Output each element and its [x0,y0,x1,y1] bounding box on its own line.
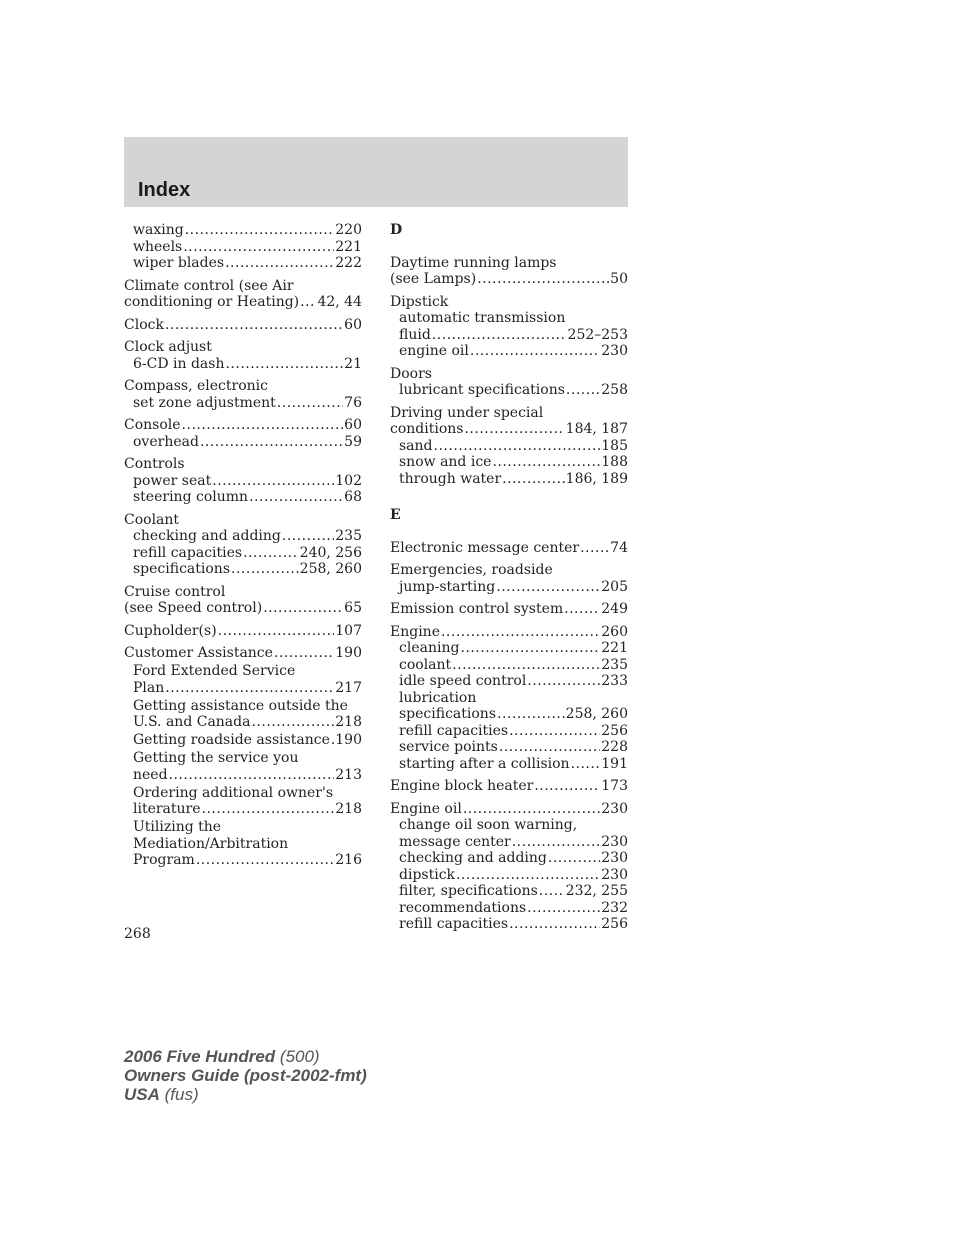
dot-leader [202,801,335,818]
index-entry-line [124,339,362,356]
entry-label: dipstick [399,866,456,883]
dot-leader [182,417,344,434]
entry-label: Getting the service you [133,750,299,766]
entry-label: snow and ice [399,454,492,470]
entry-page-number: 232, 255 [565,883,628,899]
index-entry [390,601,628,618]
index-subentry-line [390,900,628,917]
index-entry [390,405,628,488]
index-entry-line [390,540,628,557]
index-entry [124,584,362,617]
entry-page-number: 50 [610,271,628,287]
dot-leader [527,900,600,917]
entry-page-number: 249 [601,601,628,617]
entry-page-number: 59 [344,433,362,450]
index-entry [124,785,362,818]
index-entry-line [390,421,628,438]
index-entry-line [124,623,362,640]
dot-leader [464,421,564,438]
entry-page-number: 186, 189 [565,470,628,487]
entry-label: specifications [133,561,231,577]
index-subentry-line [124,255,362,272]
dot-leader [580,540,609,557]
index-entry [390,540,628,557]
index-subentry-line [124,528,362,545]
index-entry [124,623,362,640]
index-subentry-line [390,657,628,674]
entry-page-number: 107 [335,622,362,639]
entry-label: power seat [133,472,212,489]
entry-label: need [133,766,168,783]
footer-guide: Owners Guide (post-2002-fmt) [124,1066,367,1085]
index-subentry-line [124,222,362,239]
index-subentry-line [390,916,628,933]
entry-page-number: 240, 256 [299,544,362,561]
index-entry [390,624,628,773]
index-entry-line [390,294,628,311]
entry-page-number: 230 [601,800,628,817]
entry-label: Engine [390,623,440,640]
index-entry [390,801,628,933]
entry-page-number: 230 [601,343,628,359]
entry-label: conditioning or Heating) [124,294,300,310]
index-subentry-line [124,489,362,506]
section-letter: D [390,222,403,238]
document-footer [124,1047,367,1104]
entry-page-number: 220 [335,222,362,238]
entry-page-number: 76 [344,394,362,411]
index-column-left [124,222,362,870]
dot-leader [331,732,334,749]
dot-leader [452,657,600,674]
dot-leader [243,545,299,562]
index-entry [124,417,362,450]
dot-leader [509,723,600,740]
index-subentry-line [124,239,362,256]
dot-leader [263,600,343,617]
entry-label: Climate control (see Air [124,277,294,294]
section-letter: E [390,507,401,523]
entry-page-number: 188 [601,454,628,470]
index-entry-line [124,317,362,334]
index-subentry-line [390,706,628,723]
index-entry [124,456,362,506]
entry-label: through water [399,470,502,487]
index-subentry-line [124,680,362,697]
entry-page-number: 230 [601,833,628,850]
index-subentry-line [124,714,362,731]
index-subentry-line [390,867,628,884]
dot-leader [231,561,299,578]
index-subentry-line [124,434,362,451]
entry-label: checking and adding [133,528,281,544]
entry-page-number: 230 [601,866,628,883]
index-entry-line [124,278,362,295]
entry-label: Doors [390,365,432,382]
entry-page-number: 258, 260 [299,561,362,577]
index-subentry-line [390,690,628,707]
footer-line-2 [124,1066,367,1085]
entry-page-number: 233 [601,673,628,689]
entry-page-number: 60 [344,417,362,433]
entry-page-number: 65 [344,600,362,616]
entry-page-number: 184, 187 [565,421,628,437]
index-entry-line [390,778,628,795]
index-subentry-line [124,698,362,715]
entry-label: Program [133,852,195,868]
index-subentry-line [124,785,362,802]
index-entry-line [124,600,362,617]
dot-leader [502,471,565,488]
entry-label: overhead [133,433,199,450]
index-subentry-line [390,673,628,690]
entry-label: jump-starting [399,578,496,595]
index-subentry-line [390,817,628,834]
entry-page-number: 216 [335,852,362,868]
entry-label: Mediation/Arbitration [133,835,289,852]
entry-page-number: 221 [335,238,362,255]
dot-leader [200,434,343,451]
dot-leader [185,222,335,239]
entry-page-number: 173 [601,778,628,794]
footer-line-3 [124,1085,367,1104]
page-number: 268 [124,926,151,942]
dot-leader [300,294,316,311]
index-entry [390,294,628,360]
entry-page-number: 190 [335,645,362,661]
entry-page-number: 222 [335,255,362,271]
dot-leader [165,317,343,334]
dot-leader [527,673,600,690]
entry-label: Engine oil [390,800,462,817]
entry-page-number: 258 [601,382,628,398]
dot-leader [539,883,565,900]
entry-label: filter, specifications [399,883,538,899]
entry-page-number: 213 [335,766,362,783]
dot-leader [566,382,600,399]
entry-page-number: 252–253 [567,326,628,343]
entry-label: idle speed control [399,673,527,689]
index-entry [124,222,362,272]
entry-label: Cruise control [124,583,226,600]
dot-leader [470,343,600,360]
index-entry-line [390,366,628,383]
entry-page-number: 68 [344,489,362,505]
entry-label: refill capacities [133,544,243,561]
entry-label: engine oil [399,343,469,359]
footer-region-code: (fus) [164,1085,199,1104]
index-entry-line [390,255,628,272]
dot-leader [441,624,600,641]
entry-label: set zone adjustment [133,394,276,411]
dot-leader [564,601,600,618]
entry-label: Cupholder(s) [124,622,217,639]
dot-leader [165,680,334,697]
entry-page-number: 256 [601,916,628,932]
index-entry [390,562,628,595]
entry-label: Electronic message center [390,539,580,556]
index-subentry-line [390,834,628,851]
index-subentry-line [390,739,628,756]
index-entry-line [124,645,362,662]
index-entry [124,819,362,869]
index-subentry-line [124,356,362,373]
dot-leader [251,714,334,731]
entry-label: fluid [399,326,431,343]
entry-page-number: 102 [335,472,362,489]
index-subentry-line [124,561,362,578]
index-entry-line [124,512,362,529]
index-entry [390,255,628,288]
entry-page-number: 260 [601,623,628,640]
entry-label: Emergencies, roadside [390,562,553,578]
entry-label: refill capacities [399,916,509,932]
index-subentry-line [390,756,628,773]
dot-leader [212,473,334,490]
entry-label: message center [399,833,511,850]
dot-leader [169,767,335,784]
index-subentry-line [390,454,628,471]
index-subentry-line [390,438,628,455]
entry-label: wheels [133,238,183,255]
entry-label: Ordering additional owner's [133,784,334,801]
entry-label: Compass, electronic [124,378,268,394]
index-entry [390,778,628,795]
index-header-band [124,137,628,207]
index-entry-line [390,601,628,618]
entry-label: (see Lamps) [390,271,477,287]
dot-leader [218,623,335,640]
entry-label: service points [399,739,498,755]
entry-label: coolant [399,656,452,673]
dot-leader [225,255,334,272]
entry-label: starting after a collision [399,755,570,772]
index-subentry-line [390,640,628,657]
index-entry [124,732,362,749]
entry-page-number: 258, 260 [565,706,628,722]
entry-page-number: 74 [610,539,628,556]
index-entry [124,512,362,578]
entry-page-number: 191 [601,755,628,772]
entry-label: specifications [399,706,497,722]
entry-label: literature [133,801,201,817]
index-subentry-line [390,723,628,740]
footer-region: USA [124,1085,160,1104]
footer-line-1 [124,1047,367,1066]
entry-page-number: 42, 44 [317,294,362,310]
dot-leader [183,239,334,256]
entry-label: waxing [133,222,184,238]
entry-page-number: 230 [601,850,628,866]
dot-leader [496,579,600,596]
index-subentry-line [390,343,628,360]
entry-label: steering column [133,489,249,505]
entry-label: 6-CD in dash [133,355,225,372]
entry-label: change oil soon warning, [399,817,578,833]
entry-label: automatic transmission [399,310,566,326]
dot-leader [492,454,600,471]
page-title: Index [138,179,191,201]
entry-label: Engine block heater [390,778,534,794]
index-entry-line [124,294,362,311]
index-subentry-line [390,327,628,344]
entry-label: Utilizing the [133,819,222,835]
entry-page-number: 218 [335,801,362,817]
index-entry [390,366,628,399]
dot-leader [277,395,343,412]
footer-model: 2006 Five Hundred [124,1047,276,1066]
index-subentry-line [390,471,628,488]
entry-page-number: 218 [335,714,362,730]
entry-label: Clock [124,316,164,333]
entry-label: lubricant specifications [399,382,565,398]
entry-label: conditions [390,421,464,437]
index-subentry-line [390,382,628,399]
dot-leader [456,867,600,884]
index-subentry-line [124,395,362,412]
index-subentry-line [124,473,362,490]
entry-page-number: 232 [601,899,628,916]
entry-page-number: 235 [601,656,628,673]
entry-label: wiper blades [133,255,225,271]
entry-page-number: 221 [601,640,628,656]
entry-page-number: 21 [344,355,362,372]
index-entry [124,278,362,311]
entry-page-number: 185 [601,437,628,454]
entry-label: (see Speed control) [124,600,263,616]
index-entry [124,317,362,334]
entry-page-number: 205 [601,578,628,595]
footer-model-code: (500) [279,1047,320,1066]
index-entry-line [390,801,628,818]
entry-page-number: 256 [601,722,628,739]
dot-leader [249,489,343,506]
entry-label: U.S. and Canada [133,714,251,730]
dot-leader [196,852,334,869]
index-entry-line [124,417,362,434]
index-entry-line [124,456,362,473]
index-subentry-line [124,819,362,836]
dot-leader [460,640,600,657]
dot-leader [282,528,334,545]
dot-leader [571,756,601,773]
entry-label: Coolant [124,511,180,528]
dot-leader [548,850,600,867]
entry-label: Console [124,417,181,433]
entry-label: lubrication [399,689,477,706]
dot-leader [432,327,567,344]
entry-label: sand [399,437,433,454]
entry-label: Emission control system [390,601,564,617]
index-subentry-line [390,850,628,867]
index-subentry-line [124,545,362,562]
entry-label: refill capacities [399,722,509,739]
index-entry-line [124,584,362,601]
entry-label: Clock adjust [124,339,212,355]
entry-label: checking and adding [399,850,547,866]
entry-page-number: 235 [335,528,362,544]
index-subentry-line [390,883,628,900]
index-entry-line [390,624,628,641]
entry-label: Ford Extended Service [133,663,296,679]
index-subentry-line [124,852,362,869]
index-entry-line [390,271,628,288]
dot-leader [463,801,600,818]
dot-leader [497,706,565,723]
dot-leader [225,356,343,373]
dot-leader [477,271,609,288]
dot-leader [509,916,600,933]
index-entry [124,339,362,372]
entry-label: Driving under special [390,404,544,421]
dot-leader [434,438,601,455]
index-entry [124,663,362,696]
dot-leader [274,645,334,662]
index-entry-line [390,405,628,422]
entry-label: recommendations [399,899,527,916]
index-entry [124,750,362,783]
index-subentry-line [124,767,362,784]
index-subentry-line [124,663,362,680]
index-subentry-line [124,750,362,767]
entry-label: Dipstick [390,293,449,310]
entry-label: Controls [124,456,185,472]
entry-page-number: 228 [601,739,628,755]
index-column-right [390,222,628,939]
entry-label: Getting roadside assistance [133,732,330,748]
index-subentry-line [124,836,362,853]
index-entry [124,698,362,731]
index-entry-line [124,378,362,395]
dot-leader [512,834,601,851]
entry-label: cleaning [399,640,460,656]
section-gap [390,493,628,507]
dot-leader [499,739,600,756]
entry-page-number: 60 [344,316,362,333]
index-entry-line [390,562,628,579]
index-subentry-line [390,579,628,596]
index-subentry-line [124,801,362,818]
index-entry [124,378,362,411]
entry-label: Daytime running lamps [390,254,557,271]
entry-page-number: 190 [335,732,362,748]
entry-label: Plan [133,679,165,696]
entry-label: Getting assistance outside the [133,697,348,714]
index-entry [124,645,362,662]
index-subentry-line [124,732,362,749]
entry-label: Customer Assistance [124,645,273,661]
index-subentry-line [390,310,628,327]
dot-leader [534,778,600,795]
entry-page-number: 217 [335,679,362,696]
